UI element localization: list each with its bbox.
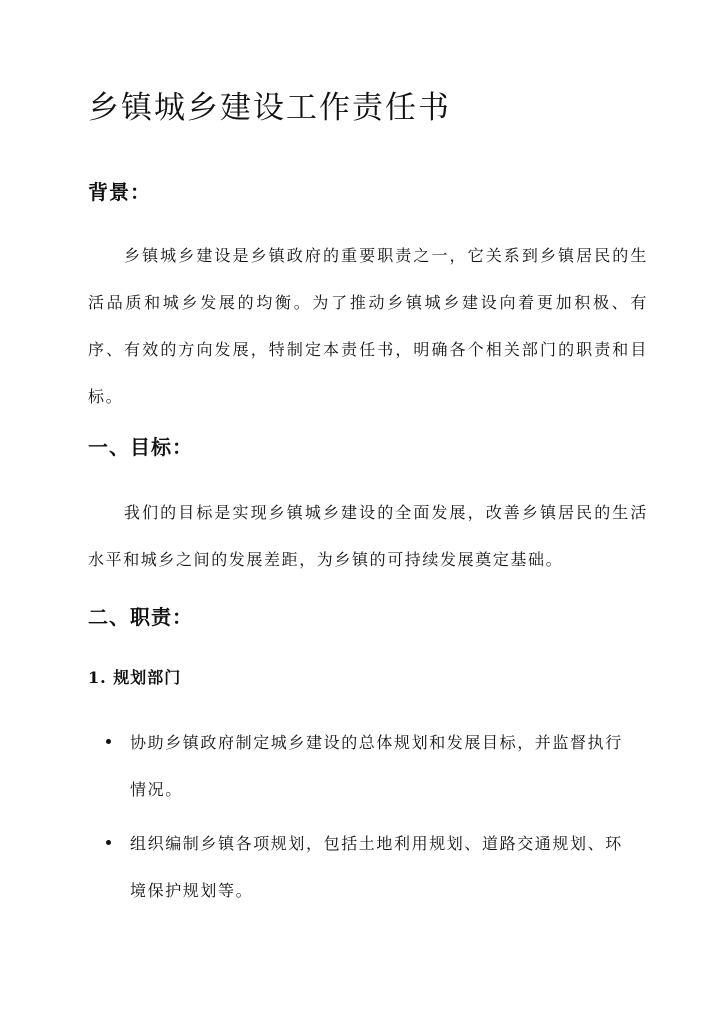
list-item — [106, 820, 626, 914]
bullet-dot-icon — [106, 840, 111, 845]
bullet-dot-icon — [106, 739, 111, 744]
section-heading-background: 背景： — [88, 180, 151, 204]
section-heading-goal: 一、目标： — [88, 435, 193, 459]
subsection-heading-planning-department: 1. 规划部门 — [88, 668, 182, 687]
list-item-text: 组织编制乡镇各项规划，包括土地利用规划、道路交通规划、环境保护规划等。 — [130, 834, 623, 900]
document-title: 乡镇城乡建设工作责任书 — [88, 90, 451, 126]
list-item-text: 协助乡镇政府制定城乡建设的总体规划和发展目标，并监督执行情况。 — [130, 733, 623, 799]
background-paragraph: 乡镇城乡建设是乡镇政府的重要职责之一，它关系到乡镇居民的生活品质和城乡发展的均衡。为了推动乡镇城乡建设向着更加积极、有序、有效的方向发展，特制定本责任书，明确各个相关部门的职责和目标。 — [88, 246, 648, 406]
section-heading-duty: 二、职责： — [88, 605, 193, 629]
goal-paragraph: 我们的目标是实现乡镇城乡建设的全面发展，改善乡镇居民的生活水平和城乡之间的发展差距，为乡镇的可持续发展奠定基础。 — [88, 503, 648, 569]
list-item — [106, 719, 626, 813]
bullet-list — [106, 820, 626, 914]
bullet-list — [106, 719, 626, 813]
